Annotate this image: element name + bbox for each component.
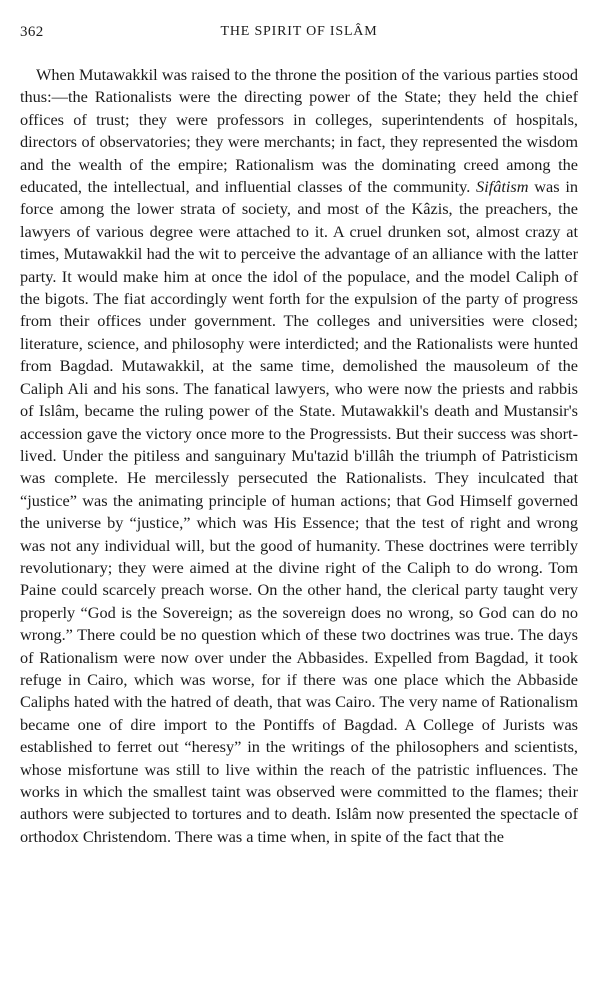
paragraph-text-part-1: When Mutawakkil was raised to the throne the position of the various parties stood thus:—the Rationalists were the directing power of the State; they held the chief offices of trust; they were professors in colleges, superintendents of hospitals, directors of observatories; they were merchants; in fact, they represented the wisdom and the wealth of the empire; Rationalism was the dominating creed among the educated, the intellectual, and influential classes of the community.: [20, 65, 578, 197]
paragraph-text-part-2: was in force among the lower strata of society, and most of the Kâzis, the preachers, the lawyers of various degree were attached to it. A cruel drunken sot, almost crazy at times, Mutawakkil had the wit to perceive the advantage of an alliance with the latter party. It would make him at once the idol of the populace, and the model Caliph of the bigots. The fiat accordingly went forth for the expulsion of the party of progress from their offices under government. The colleges and universities were closed; literature, science, and philosophy were interdicted; and the Rationalists were hunted from Bagdad. Mutawakkil, at the same time, demolished the mausoleum of the Caliph Ali and his sons. The fanatical lawyers, who were now the priests and rabbis of Islâm, became the ruling power of the State. Mutawakkil's death and Mustansir's accession gave the victory once more to the Progressists. But their success was short-lived. Under the pitiless and sanguinary Mu'tazid b'illâh the triumph of Patristicism was complete. He mercilessly persecuted the Rationalists. They inculcated that “justice” was the animating principle of human actions; that God Himself governed the universe by “justice,” which was His Essence; that the test of right and wrong was not any individual will, but the good of humanity. These doctrines were terribly revolutionary; they were aimed at the divine right of the Caliph to do wrong. Tom Paine could scarcely preach worse. On the other hand, the clerical party taught very properly “God is the Sovereign; as the sovereign does no wrong, so God can do no wrong.” There could be no question which of these two doctrines was true. The days of Rationalism were now over under the Abbasides. Expelled from Bagdad, it took refuge in Cairo, which was worse, for if there was one place which the Abbaside Caliphs hated with the hatred of death, that was Cairo. The very name of Rationalism became one of dire import to the Pontiffs of Bagdad. A College of Jurists was established to ferret out “heresy” in the writings of the philosophers and scientists, whose misfortune was still to live within the reach of the patristic influences. The works in which the smallest taint was observed were committed to the flames; their authors were subjected to tortures and to death. Islâm now presented the spectacle of orthodox Christendom. There was a time when, in spite of the fact that the: [20, 177, 578, 846]
italic-term-sifatism: Sifâtism: [476, 177, 529, 197]
page-header: [20, 24, 578, 50]
running-title: THE SPIRIT OF ISLÂM: [220, 24, 378, 39]
page-number: 362: [20, 24, 44, 40]
body-paragraph: [20, 64, 578, 848]
